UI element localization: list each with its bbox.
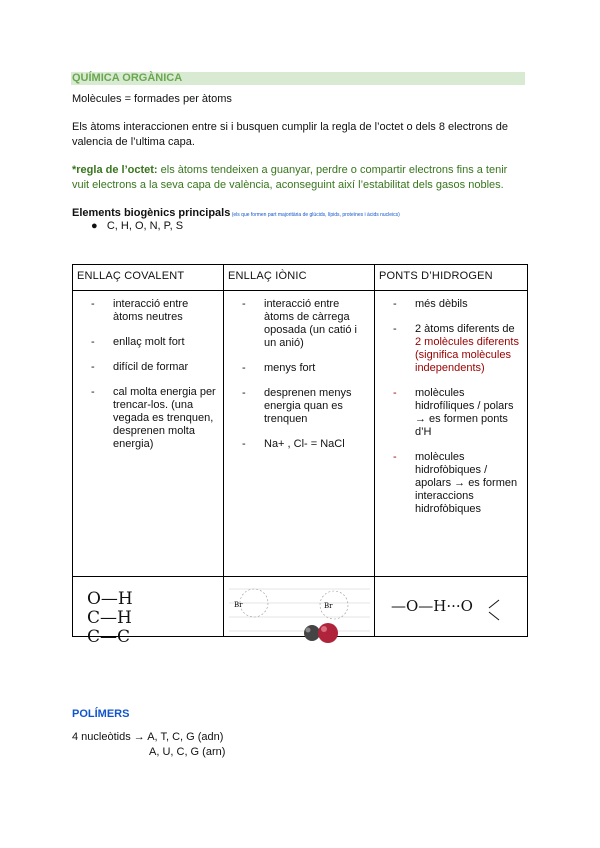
list-item: - Na+ , Cl- = NaCl: [242, 438, 368, 451]
bullet-icon: ●: [91, 220, 98, 232]
formula-ch: C—H: [87, 608, 132, 628]
molecules-line: Molècules = formades per àtoms: [72, 93, 232, 105]
biogenic-elements-title-text: Elements biogènics principals: [72, 207, 231, 219]
list-item: - més dèbils: [393, 298, 521, 311]
covalent-formula-image: [73, 577, 223, 647]
octet-rule-text-1: els àtoms tendeixen a guanyar, perdre o compartir electrons fins a tenir: [157, 164, 508, 176]
octet-rule-text-2: vuit electrons a la seva capa de valència, aconseguint així l’estabilitat dels gasos nobles.: [72, 179, 504, 191]
list-item: - menys fort: [242, 362, 368, 375]
covalent-cell: [73, 291, 223, 576]
list-item: - interacció entre àtoms de càrrega oposada (un catió i un anió): [242, 298, 368, 350]
list-item: [393, 323, 521, 375]
ionic-label-1: Br: [234, 601, 243, 609]
hydrogen-cell: [375, 291, 527, 576]
nucleotides-line-2: A, U, C, G (arn): [149, 746, 226, 758]
biogenic-elements-list: [91, 219, 183, 234]
octet-rule-line-1: [72, 163, 507, 178]
list-item: - molècules hidrofíliques / polars → es formen ponts d’H: [393, 387, 521, 439]
formula-oh: O—H: [87, 589, 133, 609]
list-item: - cal molta energia per trencar-los. (una vegada es trenquen, desprenen molta energia): [91, 386, 217, 451]
bonds-table: [72, 264, 528, 647]
list-item: - enllaç molt fort: [91, 336, 217, 349]
ionic-bond-diagram: [224, 577, 375, 647]
list-item: - difícil de formar: [91, 361, 217, 374]
list-item: - molècules hidrofòbiques / apolars → es formen interaccions hidrofòbiques: [393, 451, 521, 516]
paragraph-octet-2: valencia de l’ultima capa.: [72, 136, 195, 148]
table-image-row: [73, 577, 528, 637]
hbond-lone-pairs-icon: [487, 594, 517, 624]
item2-red-text: 2 molècules diferents (significa molècules independents): [415, 336, 519, 374]
nucleotides-line-1: 4 nucleòtids → A, T, C, G (adn): [72, 731, 224, 743]
table-header-row: [73, 265, 528, 291]
paragraph-octet-1: Els àtoms interaccionen entre si i busquen cumplir la regla de l’octet o dels 8 electrons de: [72, 121, 508, 133]
hbond-formula-image: [375, 577, 527, 636]
ionic-label-2: Br: [324, 602, 333, 610]
formula-cc: C—C: [87, 627, 131, 647]
list-item: - desprenen menys energia quan es trenquen: [242, 387, 368, 426]
hbond-formula: —O—H···O: [391, 597, 473, 615]
ionic-illustration: [224, 577, 374, 636]
header-ionic: ENLLAÇ IÒNIC: [224, 265, 375, 291]
item2-text: 2 àtoms diferents de: [415, 323, 515, 335]
table-body-row: [73, 291, 528, 577]
ionic-cell: [224, 291, 374, 576]
biogenic-elements-values: C, H, O, N, P, S: [106, 220, 184, 232]
biogenic-elements-note: (els que formen part majoritària de glúcids, lípids, proteïnes i àcids nucleics): [230, 212, 400, 218]
header-hydrogen: PONTS D’HIDROGEN: [375, 265, 528, 291]
section-heading-quimica-organica: QUÍMICA ORGÀNICA: [71, 72, 525, 85]
polymers-heading: POLÍMERS: [72, 708, 130, 720]
octet-rule-label: *regla de l’octet:: [72, 164, 158, 176]
header-covalent: ENLLAÇ COVALENT: [73, 265, 224, 291]
list-item: - interacció entre àtoms neutres: [91, 298, 217, 324]
